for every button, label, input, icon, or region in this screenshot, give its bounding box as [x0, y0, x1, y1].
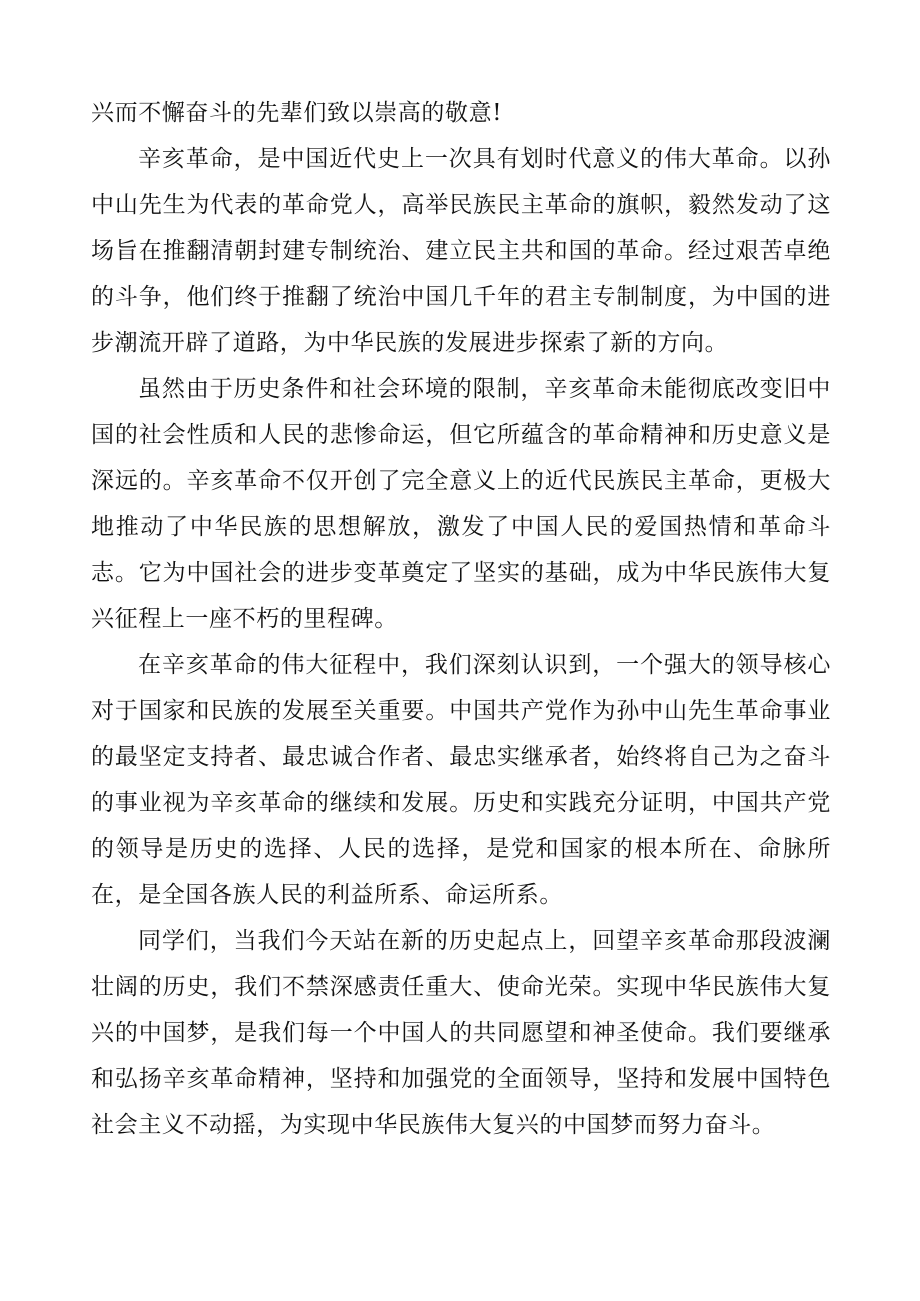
paragraph-continuation: 兴而不懈奋斗的先辈们致以崇高的敬意! [91, 100, 503, 126]
document-body [91, 90, 831, 1148]
paragraph-xinhai-revolution: 辛亥革命，是中国近代史上一次具有划时代意义的伟大革命。以孙中山先生为代表的革命党人，高举民族民主革命的旗帜，毅然发动了这场旨在推翻清朝封建专制统治、建立民主共和国的革命。经过艰苦卓绝的斗争，他们终于推翻了统治中国几千年的君主专制制度，为中国的进步潮流开辟了道路，为中华民族的发展进步探索了新的方向。 [91, 146, 831, 356]
paragraph-party-leadership: 在辛亥革命的伟大征程中，我们深刻认识到，一个强大的领导核心对于国家和民族的发展至关重要。中国共产党作为孙中山先生革命事业的最坚定支持者、最忠诚合作者、最忠实继承者，始终将自己为之奋斗的事业视为辛亥革命的继续和发展。历史和实践充分证明，中国共产党的领导是历史的选择、人民的选择，是党和国家的根本所在、命脉所在，是全国各族人民的利益所系、命运所系。 [91, 652, 831, 908]
paragraph-call-to-students: 同学们，当我们今天站在新的历史起点上，回望辛亥革命那段波澜壮阔的历史，我们不禁深感责任重大、使命光荣。实现中华民族伟大复兴的中国梦，是我们每一个中国人的共同愿望和神圣使命。我们要继承和弘扬辛亥革命精神，坚持和加强党的全面领导，坚持和发展中国特色社会主义不动摇，为实现中华民族伟大复兴的中国梦而努力奋斗。 [91, 928, 831, 1138]
paragraph-historical-significance: 虽然由于历史条件和社会环境的限制，辛亥革命未能彻底改变旧中国的社会性质和人民的悲惨命运，但它所蕴含的革命精神和历史意义是深远的。辛亥革命不仅开创了完全意义上的近代民族民主革命，更极大地推动了中华民族的思想解放，激发了中国人民的爱国热情和革命斗志。它为中国社会的进步变革奠定了坚实的基础，成为中华民族伟大复兴征程上一座不朽的里程碑。 [91, 376, 831, 632]
